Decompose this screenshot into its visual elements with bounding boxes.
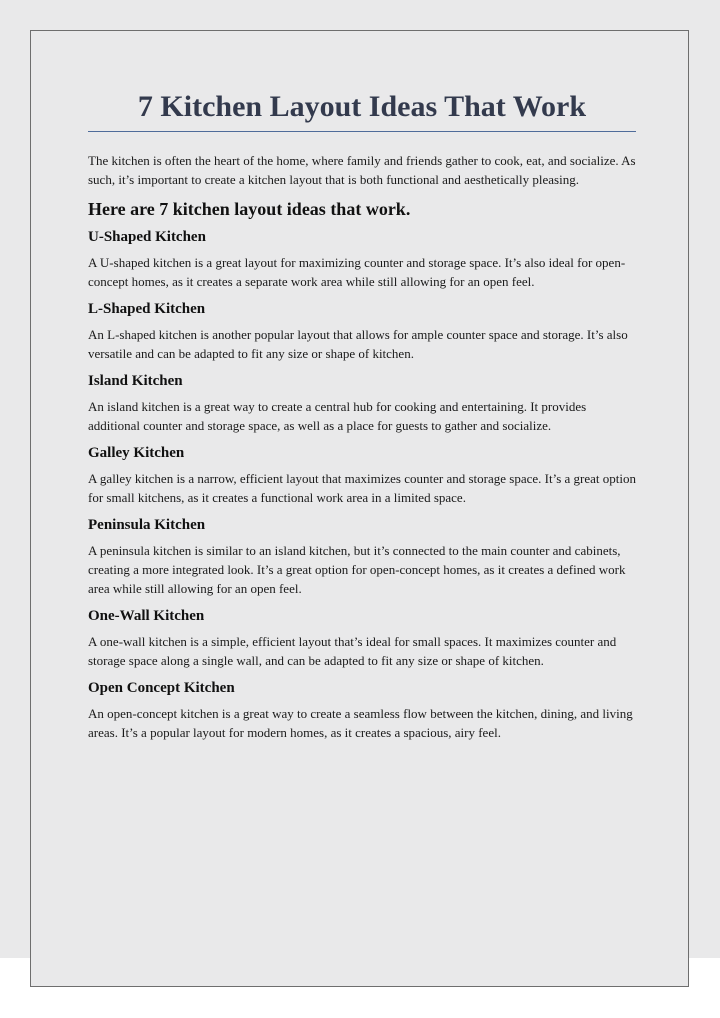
section-heading: Galley Kitchen bbox=[88, 445, 185, 461]
section-heading: Island Kitchen bbox=[88, 373, 183, 389]
section-heading: U-Shaped Kitchen bbox=[88, 229, 206, 245]
section-body: An L-shaped kitchen is another popular layout that allows for ample counter space and storage. It’s also versatile and can be adapted to fit any size or shape of kitchen. bbox=[88, 327, 628, 361]
section-heading: One-Wall Kitchen bbox=[88, 608, 205, 624]
section-body: A U-shaped kitchen is a great layout for maximizing counter and storage space. It’s also ideal for open-concept homes, as it creates a separate work area while still allowing for an open feel. bbox=[88, 255, 626, 289]
section-heading: L-Shaped Kitchen bbox=[88, 301, 206, 317]
section-body: An island kitchen is a great way to create a central hub for cooking and entertaining. It provides additional counter and storage space, as well as a place for guests to gather and socialize. bbox=[88, 399, 587, 433]
section-u-shaped bbox=[88, 227, 636, 291]
section-island bbox=[88, 371, 636, 435]
document-title: 7 Kitchen Layout Ideas That Work bbox=[137, 90, 587, 123]
section-galley bbox=[88, 443, 636, 507]
section-open-concept bbox=[88, 678, 636, 742]
section-body: An open-concept kitchen is a great way to create a seamless flow between the kitchen, dining, and living areas. It’s a popular layout for modern homes, as it creates a spacious, airy feel. bbox=[88, 706, 633, 740]
intro-paragraph: The kitchen is often the heart of the home, where family and friends gather to cook, eat, and socialize. As such, it’s important to create a kitchen layout that is both functional and aesthetically pleasing. bbox=[88, 153, 636, 187]
section-heading: Peninsula Kitchen bbox=[88, 517, 206, 533]
document-content bbox=[88, 89, 636, 742]
section-body: A galley kitchen is a narrow, efficient layout that maximizes counter and storage space. It’s a great option for small kitchens, as it creates a functional work area in a limited space. bbox=[88, 471, 636, 505]
document-page bbox=[30, 30, 689, 987]
section-body: A peninsula kitchen is similar to an island kitchen, but it’s connected to the main counter and cabinets, creating a more integrated look. It’s a great option for open-concept homes, as it creates a defined work area while still allowing for an open feel. bbox=[88, 543, 626, 596]
list-subheading: Here are 7 kitchen layout ideas that work. bbox=[88, 199, 411, 219]
section-peninsula bbox=[88, 515, 636, 598]
section-heading: Open Concept Kitchen bbox=[88, 680, 235, 696]
title-underline bbox=[88, 131, 636, 132]
section-l-shaped bbox=[88, 299, 636, 363]
section-one-wall bbox=[88, 606, 636, 670]
section-body: A one-wall kitchen is a simple, efficient layout that’s ideal for small spaces. It maximizes counter and storage space along a single wall, and can be adapted to fit any size or shape of kitchen. bbox=[88, 634, 617, 668]
